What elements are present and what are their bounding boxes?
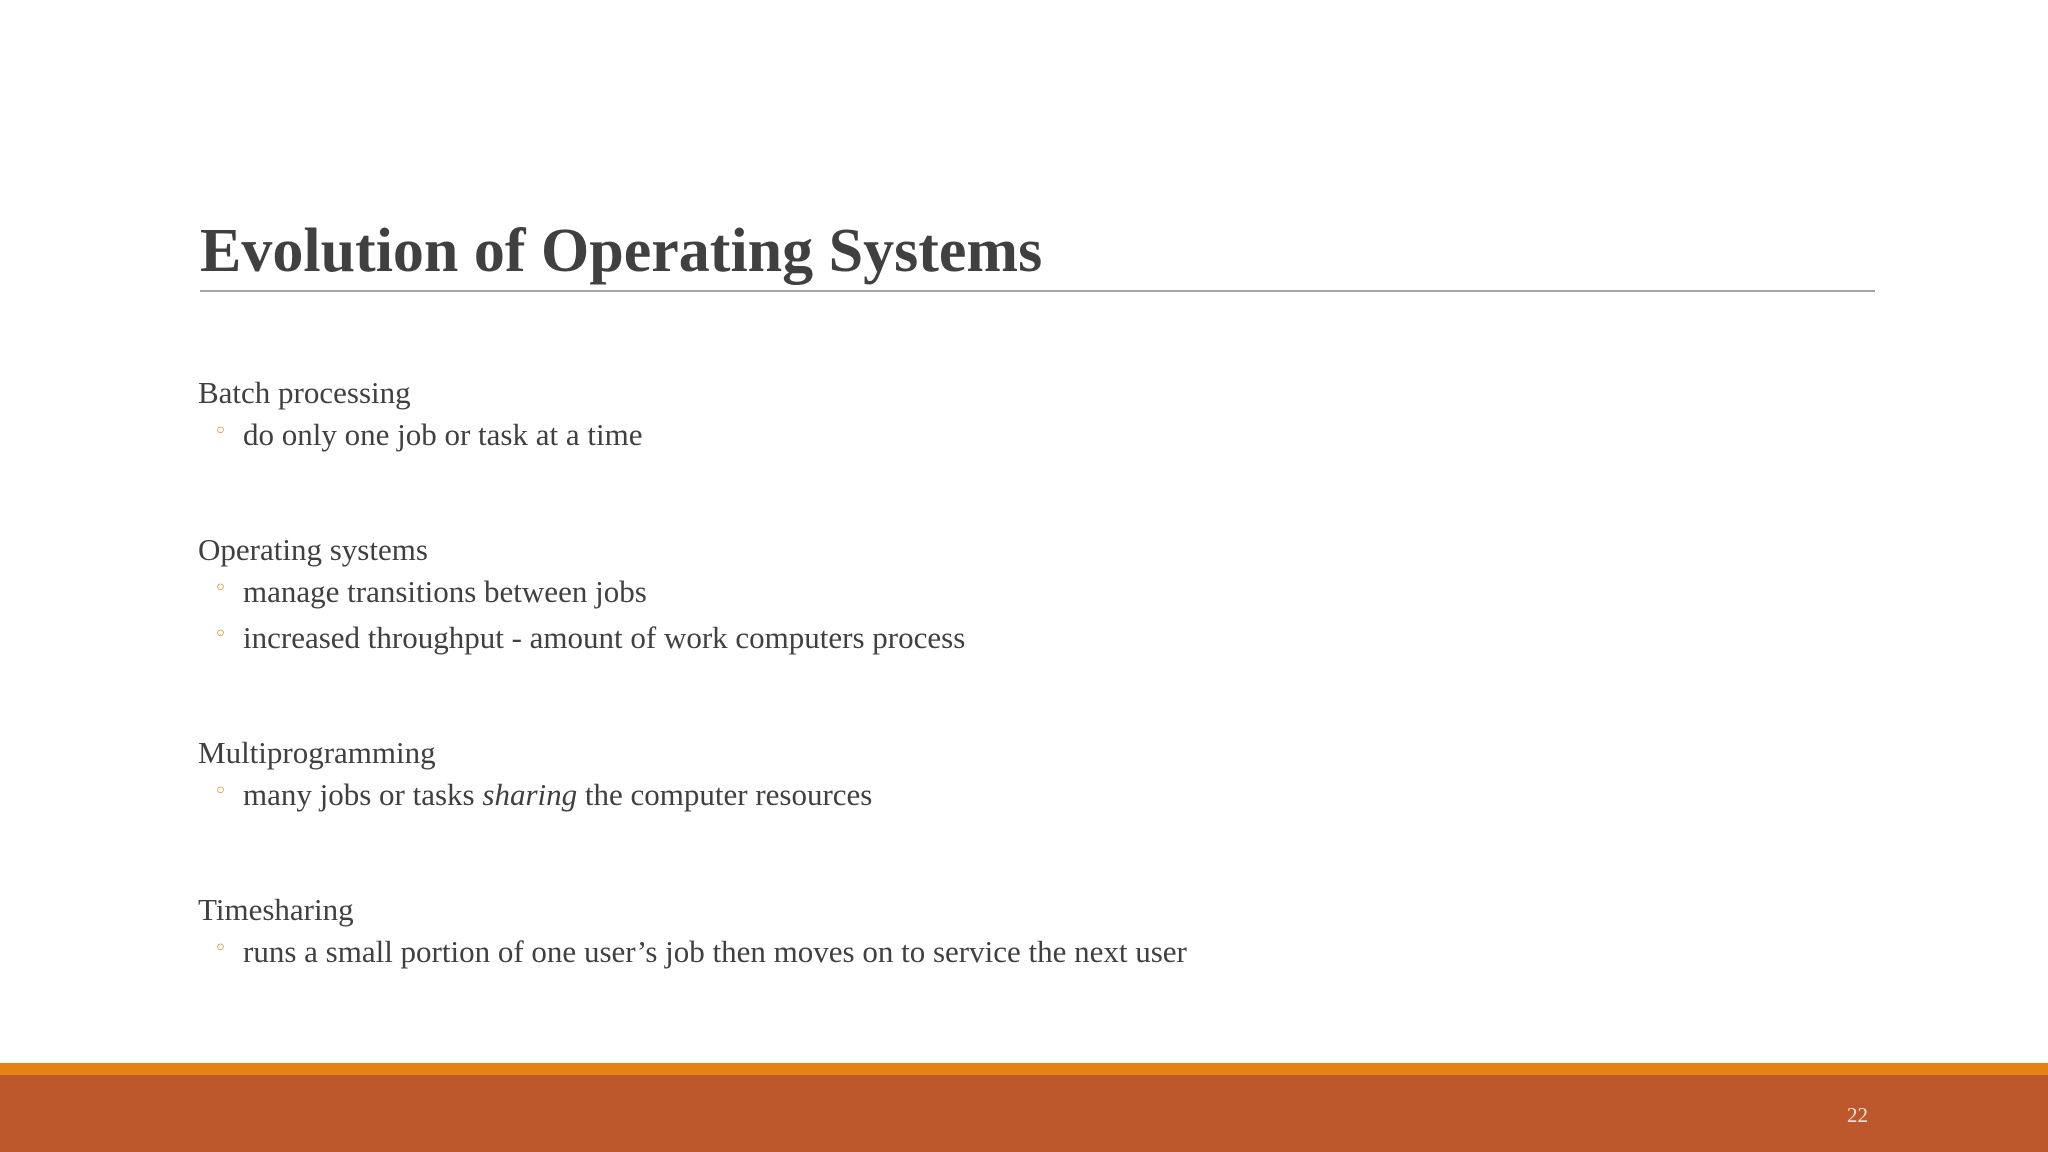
bullet-item — [198, 617, 1878, 659]
hollow-circle-bullet-icon: ◦ — [214, 419, 227, 444]
bullet-text: runs a small portion of one user’s job then moves on to service the next user — [243, 934, 1187, 969]
hollow-circle-bullet-icon: ◦ — [214, 779, 227, 804]
slide-title: Evolution of Operating Systems — [200, 217, 1043, 285]
hollow-circle-bullet-icon: ◦ — [214, 936, 227, 961]
bullet-text: increased throughput - amount of work computers process — [243, 620, 966, 655]
bullet-text-start: many jobs or tasks — [243, 777, 483, 812]
section-operating-systems — [198, 529, 1878, 659]
footer-band — [0, 1075, 2048, 1152]
bullet-text-emphasis: sharing — [482, 777, 578, 812]
bullet-item — [198, 414, 1878, 456]
section-batch-processing — [198, 372, 1878, 456]
title-underline-divider — [200, 290, 1875, 292]
hollow-circle-bullet-icon: ◦ — [214, 576, 227, 601]
bullet-text-end: the computer resources — [577, 777, 873, 812]
section-heading: Operating systems — [198, 532, 428, 567]
section-heading: Batch processing — [198, 375, 411, 410]
bullet-text: do only one job or task at a time — [243, 417, 643, 452]
section-heading: Multiprogramming — [198, 735, 436, 770]
section-heading: Timesharing — [198, 892, 354, 927]
hollow-circle-bullet-icon: ◦ — [214, 622, 227, 647]
bullet-item — [198, 774, 1878, 816]
bullet-item — [198, 571, 1878, 613]
page-number: 22 — [1847, 1103, 1868, 1127]
slide-body — [198, 372, 1878, 1046]
footer-accent-stripe — [0, 1063, 2048, 1075]
bullet-item — [198, 931, 1878, 973]
bullet-text: manage transitions between jobs — [243, 574, 647, 609]
section-multiprogramming — [198, 732, 1878, 816]
section-timesharing — [198, 889, 1878, 973]
